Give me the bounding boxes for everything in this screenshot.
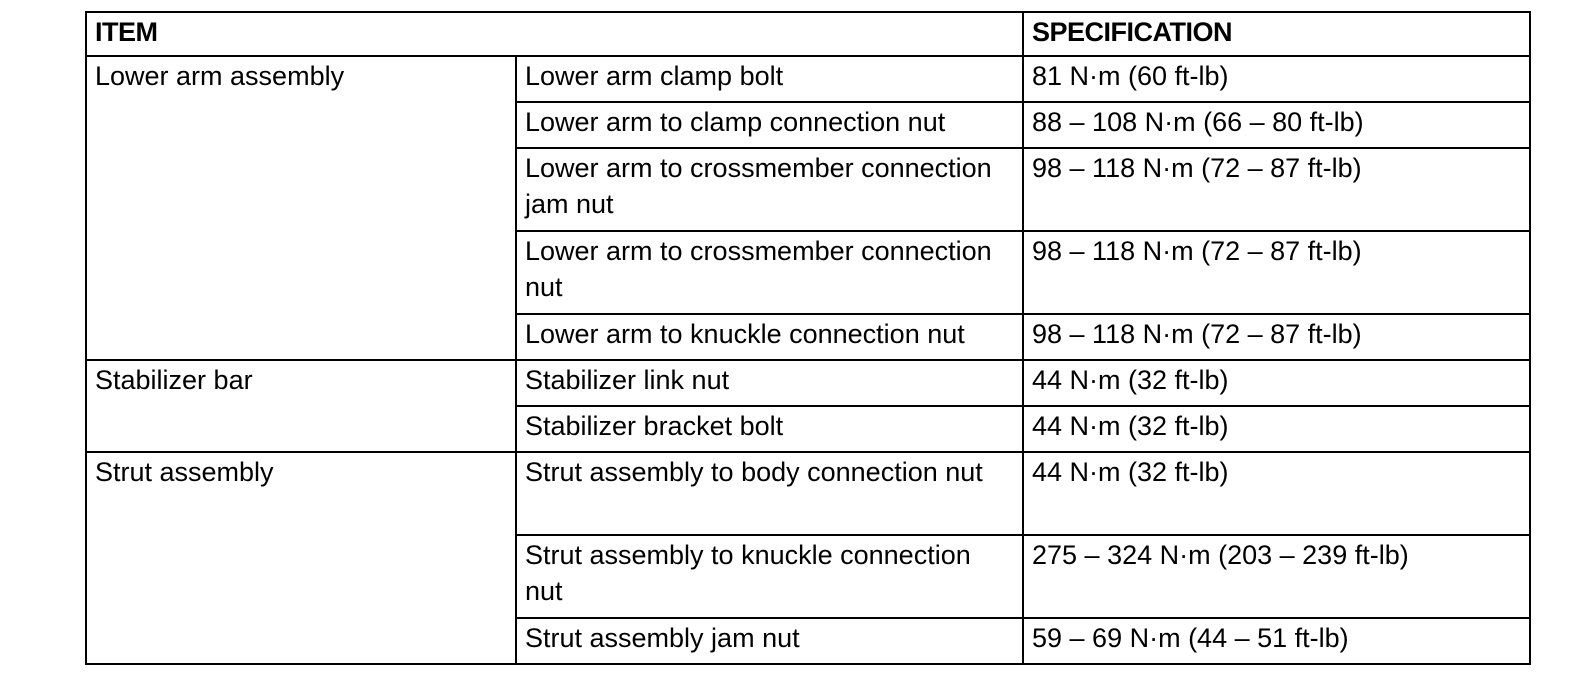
part-name: Lower arm to crossmember connection nut bbox=[516, 231, 1023, 314]
spec-value: 44 N·m (32 ft-lb) bbox=[1023, 406, 1530, 452]
group-name: Lower arm assembly bbox=[86, 56, 516, 360]
part-name: Strut assembly jam nut bbox=[516, 618, 1023, 664]
group-name: Stabilizer bar bbox=[86, 360, 516, 452]
spec-value: 275 – 324 N·m (203 – 239 ft-lb) bbox=[1023, 535, 1530, 618]
header-item: ITEM bbox=[86, 12, 1023, 56]
spec-value: 81 N·m (60 ft-lb) bbox=[1023, 56, 1530, 102]
part-name: Strut assembly to knuckle connection nut bbox=[516, 535, 1023, 618]
part-name: Stabilizer bracket bolt bbox=[516, 406, 1023, 452]
part-name: Lower arm to knuckle connection nut bbox=[516, 314, 1023, 360]
spec-value: 88 – 108 N·m (66 – 80 ft-lb) bbox=[1023, 102, 1530, 148]
spec-value: 98 – 118 N·m (72 – 87 ft-lb) bbox=[1023, 148, 1530, 231]
part-name: Stabilizer link nut bbox=[516, 360, 1023, 406]
spec-value: 44 N·m (32 ft-lb) bbox=[1023, 360, 1530, 406]
spec-value: 44 N·m (32 ft-lb) bbox=[1023, 452, 1530, 535]
table-row bbox=[86, 360, 1530, 406]
header-specification: SPECIFICATION bbox=[1023, 12, 1530, 56]
torque-spec-table bbox=[85, 11, 1531, 665]
table-row bbox=[86, 452, 1530, 535]
part-name: Lower arm to clamp connection nut bbox=[516, 102, 1023, 148]
part-name: Lower arm clamp bolt bbox=[516, 56, 1023, 102]
header-row bbox=[86, 12, 1530, 56]
spec-value: 98 – 118 N·m (72 – 87 ft-lb) bbox=[1023, 231, 1530, 314]
group-name: Strut assembly bbox=[86, 452, 516, 664]
spec-value: 98 – 118 N·m (72 – 87 ft-lb) bbox=[1023, 314, 1530, 360]
spec-value: 59 – 69 N·m (44 – 51 ft-lb) bbox=[1023, 618, 1530, 664]
part-name: Strut assembly to body connection nut bbox=[516, 452, 1023, 535]
part-name: Lower arm to crossmember connection jam nut bbox=[516, 148, 1023, 231]
table-row bbox=[86, 56, 1530, 102]
